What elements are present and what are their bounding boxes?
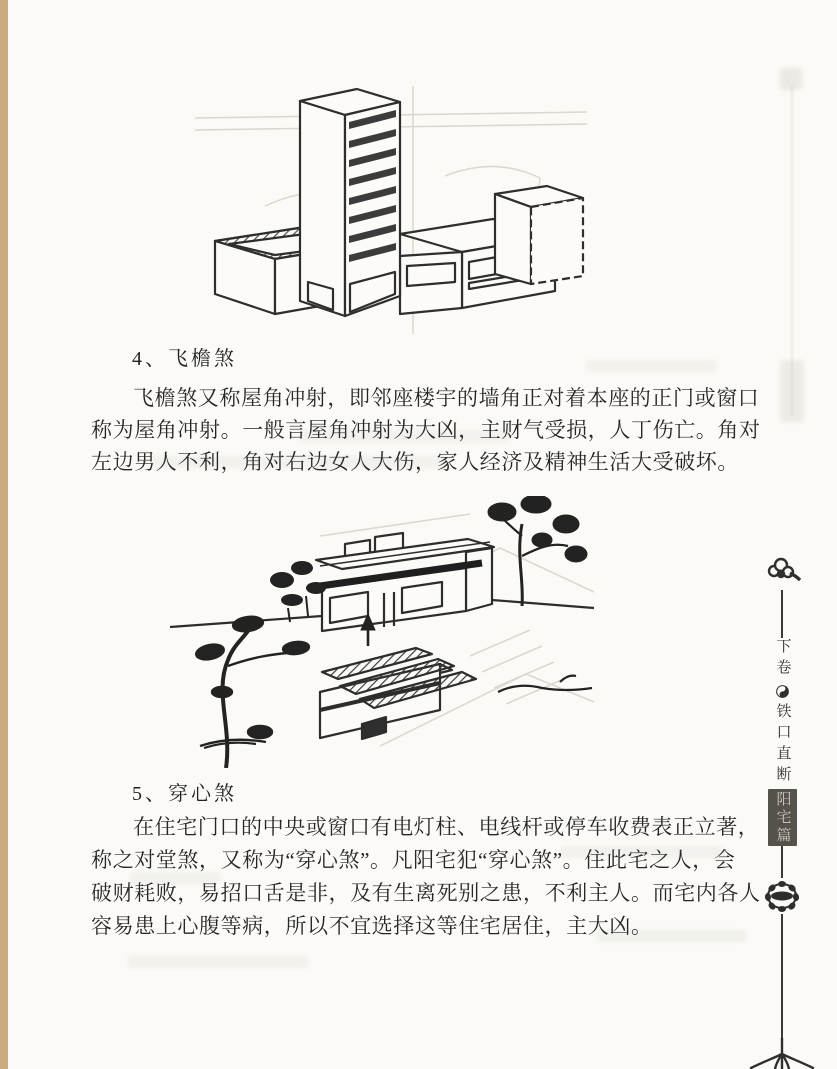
bleed-through-mark — [780, 68, 802, 90]
knot-ornament-icon — [763, 556, 801, 590]
yinyang-icon — [776, 685, 789, 698]
volume-label: 下卷 — [774, 638, 791, 680]
rosette-ornament-icon — [765, 878, 799, 914]
buildings-line-drawing — [195, 86, 587, 334]
bleed-through-mark — [300, 430, 510, 443]
bleed-through-mark — [130, 872, 220, 884]
illustration-corner-rush-buildings — [195, 86, 587, 334]
illustration-house-corner-arrow — [170, 496, 594, 768]
series-title: 铁口直断 — [774, 703, 791, 787]
sidebar-rule — [781, 846, 783, 878]
text-line: 称为屋角冲射。一般言屋角冲射为大凶，主财气受损，人丁伤亡。角对 — [91, 418, 761, 442]
chapter-badge — [768, 789, 797, 846]
sidebar-rule — [781, 914, 783, 1048]
text-line: 飞檐煞又称屋角冲射，即邻座楼宇的墙角正对着本座的正门或窗口 — [133, 386, 760, 410]
section-heading-4: 4、飞檐煞 — [132, 348, 237, 370]
bleed-through-mark — [586, 360, 716, 372]
tassel-ornament-icon — [745, 1038, 819, 1069]
chapter-badge-label: 阳宅篇 — [774, 790, 791, 845]
bleed-through-mark — [780, 360, 804, 422]
sidebar-rule — [781, 590, 783, 638]
page-scan-edge — [0, 0, 8, 1069]
bleed-through-mark — [596, 930, 746, 942]
foreground-building — [320, 648, 476, 739]
bleed-through-mark — [128, 956, 308, 968]
text-line: 在住宅门口的中央或窗口有电灯柱、电线杆或停车收费表正立著， — [133, 815, 760, 839]
text-line: 容易患上心腹等病，所以不宜选择这等住宅居住，主大凶。 — [91, 914, 653, 938]
chapter-sidebar — [762, 556, 802, 1048]
bleed-through-mark — [560, 846, 725, 858]
bleed-through-mark — [150, 456, 450, 468]
section-heading-5: 5、穿心煞 — [132, 783, 237, 805]
text-line: 左边男人不利，角对右边女人大伤，家人经济及精神生活大受破坏。 — [91, 450, 739, 474]
right-tree — [489, 496, 586, 606]
text-line: 破财耗败，易招口舌是非，及有生离死别之患，不利主人。而宅内各人 — [91, 881, 761, 905]
text-line: 称之对堂煞，又称为“穿心煞”。凡阳宅犯“穿心煞”。住此宅之人，会 — [91, 848, 736, 872]
bush — [270, 561, 326, 622]
house-line-drawing — [170, 496, 594, 768]
